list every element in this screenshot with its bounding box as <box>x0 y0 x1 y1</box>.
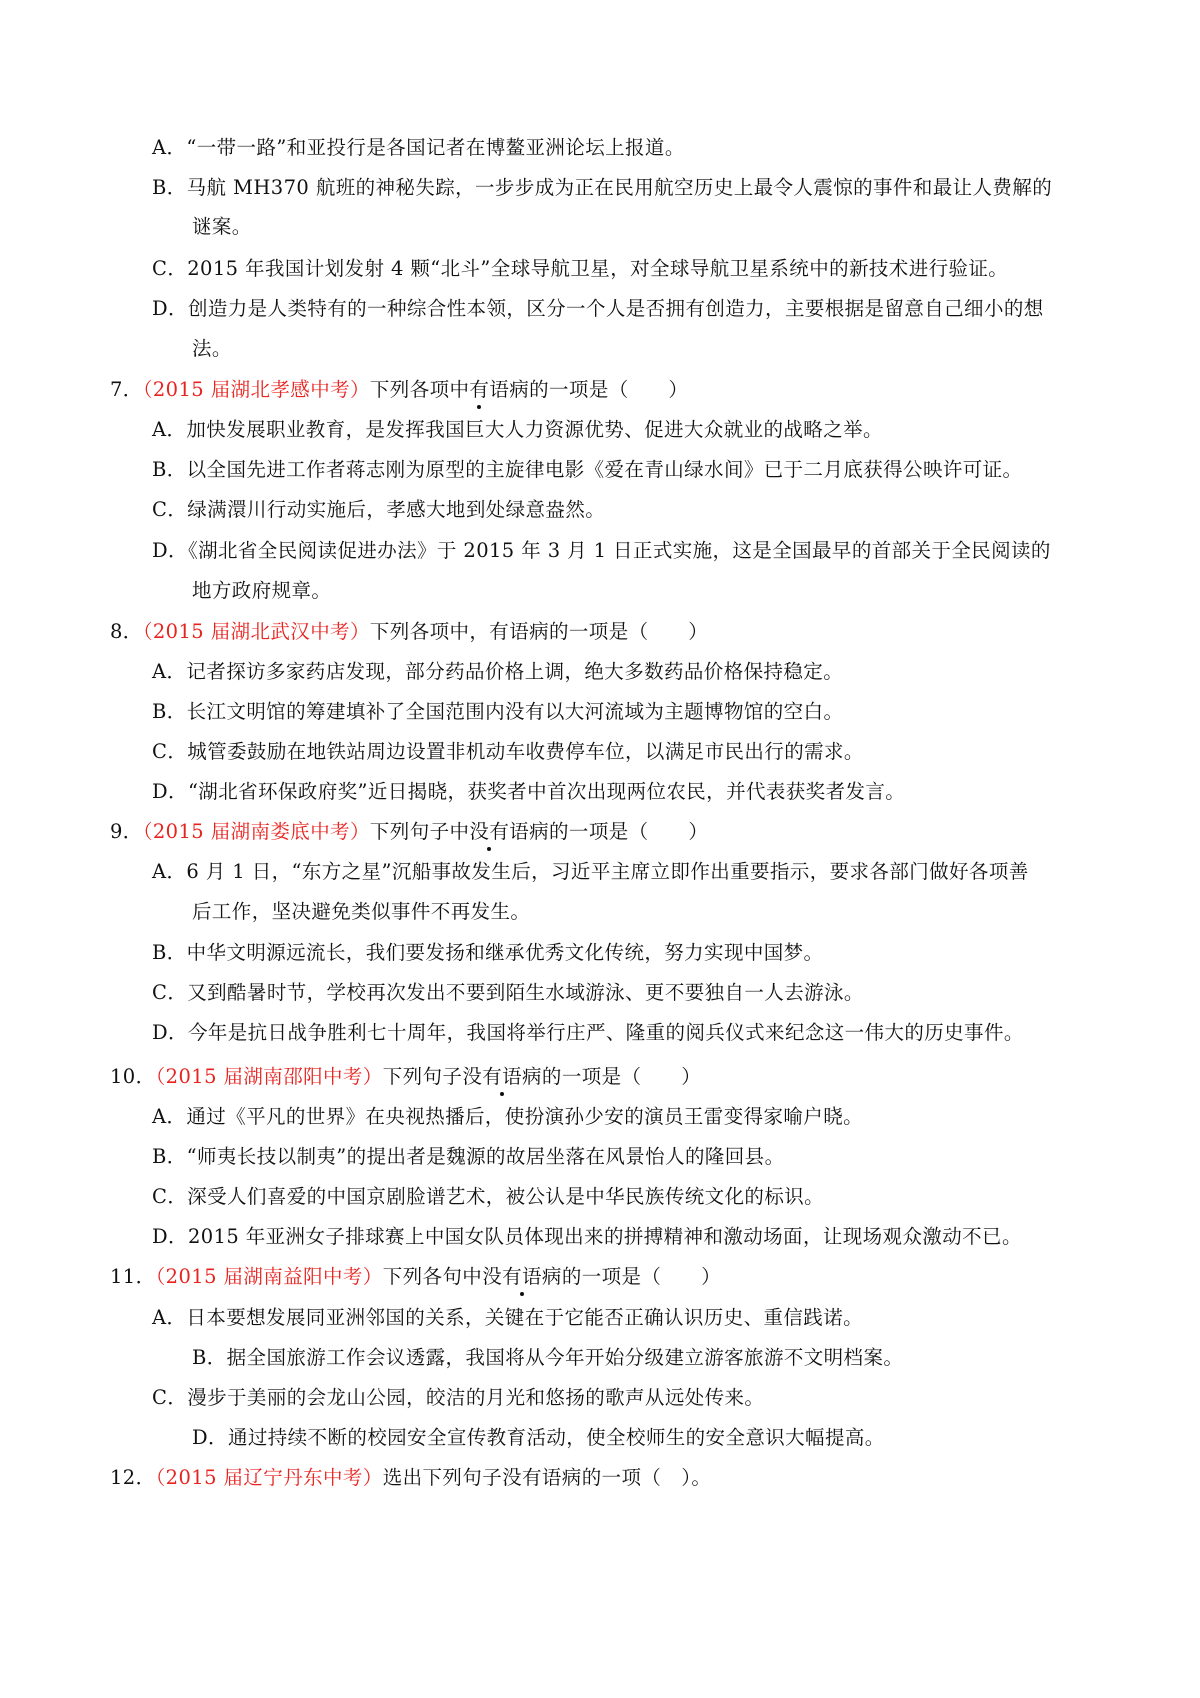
option-text: 漫步于美丽的会龙山公园，皎洁的月光和悠扬的歌声从远处传来。 <box>187 1386 765 1409</box>
option-label: A． <box>152 418 187 441</box>
option-label: A． <box>152 1306 187 1329</box>
option-label: C． <box>152 1185 188 1208</box>
option-label: C． <box>152 981 188 1004</box>
question-number: 7． <box>110 378 143 401</box>
option-text: “师夷长技以制夷”的提出者是魏源的故居坐落在风景怡人的隆回县。 <box>186 1145 785 1168</box>
q9-option-d <box>152 1020 1024 1046</box>
q10-option-a <box>152 1104 863 1130</box>
question-number: 12． <box>110 1466 156 1489</box>
stem-text: 下列各项中，有语病的一项是（ ） <box>369 620 709 643</box>
q10-option-d <box>152 1224 1022 1250</box>
stem-text-end: 的一项是（ ） <box>561 1265 722 1288</box>
q8-option-c <box>152 739 864 765</box>
stem-text: 下列各句中 <box>382 1265 483 1288</box>
q11-option-d <box>192 1425 885 1451</box>
option-label: B． <box>192 1346 227 1369</box>
option-label: A． <box>152 1105 187 1128</box>
q6-option-c <box>152 256 1008 282</box>
question-number: 10． <box>110 1065 156 1088</box>
q10-option-c <box>152 1184 824 1210</box>
q8-option-a <box>152 659 843 685</box>
q6-option-d-continued: 法。 <box>192 337 232 360</box>
stem-text: 下列句子中 <box>369 820 470 843</box>
question-10-stem <box>110 1064 701 1090</box>
option-label: C． <box>152 740 188 763</box>
question-number: 11． <box>110 1265 156 1288</box>
q11-option-b <box>192 1345 903 1371</box>
option-text: 以全国先进工作者蒋志刚为原型的主旋律电影《爱在青山绿水间》已于二月底获得公映许可证。 <box>186 458 1023 481</box>
q9-option-a-continued: 后工作，坚决避免类似事件不再发生。 <box>192 900 531 923</box>
q7-option-b <box>152 457 1022 483</box>
question-11-stem <box>110 1264 721 1290</box>
option-label: B． <box>152 1145 187 1168</box>
option-text: 通过持续不断的校园安全宣传教育活动，使全校师生的安全意识大幅提高。 <box>227 1426 885 1449</box>
q7-option-d <box>152 538 1051 564</box>
stem-text-end: 的一项是（ ） <box>541 1065 702 1088</box>
option-label: B． <box>152 941 187 964</box>
option-text: 又到酷暑时节，学校再次发出不要到陌生水域游泳、更不要独自一人去游泳。 <box>187 981 864 1004</box>
option-label: B． <box>152 458 187 481</box>
option-text: 今年是抗日战争胜利七十周年，我国将举行庄严、隆重的阅兵仪式来纪念这一伟大的历史事件。 <box>187 1021 1024 1044</box>
option-text: 2015 年我国计划发射 4 颗“北斗”全球导航卫星，对全球导航卫星系统中的新技术进行验证。 <box>187 257 1009 280</box>
q8-option-d <box>152 779 905 805</box>
q9-option-c <box>152 980 864 1006</box>
q10-option-b <box>152 1144 784 1170</box>
stem-text-end: 语病的一项是（ ） <box>509 820 709 843</box>
stem-text: 下列各项中 <box>369 378 470 401</box>
question-number: 9． <box>110 820 143 843</box>
q6-option-a <box>152 135 685 161</box>
q6-option-b <box>152 175 1052 201</box>
option-text: 2015 年亚洲女子排球赛上中国女队员体现出来的拼搏精神和激动场面，让现场观众激动不已。 <box>187 1225 1022 1248</box>
stem-text: 下列句子 <box>382 1065 463 1088</box>
option-label: A． <box>152 136 187 159</box>
option-label: D． <box>152 780 188 803</box>
option-text: 创造力是人类特有的一种综合性本领，区分一个人是否拥有创造力，主要根据是留意自己细小的想 <box>187 297 1044 320</box>
option-text: 长江文明馆的筹建填补了全国范围内没有以大河流域为主题博物馆的空白。 <box>186 700 844 723</box>
q11-option-c <box>152 1385 764 1411</box>
option-text: 记者探访多家药店发现，部分药品价格上调，绝大多数药品价格保持稳定。 <box>186 660 844 683</box>
option-label: C． <box>152 1386 188 1409</box>
option-label: D． <box>192 1426 228 1449</box>
question-source: （2015 届湖北孝感中考） <box>142 378 370 401</box>
option-label: C． <box>152 257 188 280</box>
option-label: D． <box>152 1225 188 1248</box>
q11-option-a <box>152 1305 863 1331</box>
question-7-stem <box>110 377 688 403</box>
q8-option-b <box>152 699 843 725</box>
option-text: 6 月 1 日，“东方之星”沉船事故发生后，习近平主席立即作出重要指示，要求各部门做好各项善 <box>186 860 1029 883</box>
q7-option-c <box>152 497 605 523</box>
option-text: 绿满澴川行动实施后，孝感大地到处绿意盎然。 <box>187 498 606 521</box>
stem-emphasis: 没有 <box>469 820 510 843</box>
option-label: A． <box>152 860 187 883</box>
option-text: 深受人们喜爱的中国京剧脸谱艺术，被公认是中华民族传统文化的标识。 <box>187 1185 825 1208</box>
option-label: B． <box>152 700 187 723</box>
option-text: “湖北省环保政府奖”近日揭晓，获奖者中首次出现两位农民，并代表获奖者发言。 <box>187 780 906 803</box>
option-text: 城管委鼓励在地铁站周边设置非机动车收费停车位，以满足市民出行的需求。 <box>187 740 864 763</box>
question-source: （2015 届湖南益阳中考） <box>155 1265 383 1288</box>
option-label: C． <box>152 498 188 521</box>
stem-text: 选出下列句子没有语病的一项（ ）。 <box>382 1466 712 1489</box>
question-source: （2015 届湖北武汉中考） <box>142 620 370 643</box>
option-text: “一带一路”和亚投行是各国记者在博鳌亚洲论坛上报道。 <box>186 136 685 159</box>
q6-option-d <box>152 296 1044 322</box>
stem-text-end: 语病的一项是（ ） <box>489 378 689 401</box>
q7-option-a <box>152 417 883 443</box>
question-12-stem <box>110 1465 711 1491</box>
option-text: 通过《平凡的世界》在央视热播后，使扮演孙少安的演员王雷变得家喻户晓。 <box>186 1105 863 1128</box>
q6-option-b-continued: 谜案。 <box>192 215 252 238</box>
option-label: A． <box>152 660 187 683</box>
stem-emphasis: 没有语病 <box>482 1265 562 1288</box>
option-text: 据全国旅游工作会议透露，我国将从今年开始分级建立游客旅游不文明档案。 <box>226 1346 904 1369</box>
question-source: （2015 届湖南娄底中考） <box>142 820 370 843</box>
question-source: （2015 届湖南邵阳中考） <box>155 1065 383 1088</box>
option-text: 马航 MH370 航班的神秘失踪，一步步成为正在民用航空历史上最令人震惊的事件和最让人费解的 <box>186 176 1053 199</box>
stem-emphasis: 没有语病 <box>462 1065 542 1088</box>
option-label: D． <box>152 539 188 562</box>
option-text: 中华文明源远流长，我们要发扬和继承优秀文化传统，努力实现中国梦。 <box>186 941 824 964</box>
stem-emphasis: 有 <box>469 378 490 401</box>
question-source: （2015 届辽宁丹东中考） <box>155 1466 383 1489</box>
q7-option-d-continued: 地方政府规章。 <box>192 579 332 602</box>
question-9-stem <box>110 819 708 845</box>
question-8-stem <box>110 619 708 645</box>
option-label: D． <box>152 1021 188 1044</box>
q9-option-a <box>152 859 1029 885</box>
q9-option-b <box>152 940 823 966</box>
question-number: 8． <box>110 620 143 643</box>
option-label: D． <box>152 297 188 320</box>
option-text: 《湖北省全民阅读促进办法》于 2015 年 3 月 1 日正式实施，这是全国最早的首部关于全民阅读的 <box>187 539 1051 562</box>
option-text: 日本要想发展同亚洲邻国的关系，关键在于它能否正确认识历史、重信践诺。 <box>186 1306 863 1329</box>
option-label: B． <box>152 176 187 199</box>
option-text: 加快发展职业教育，是发挥我国巨大人力资源优势、促进大众就业的战略之举。 <box>186 418 883 441</box>
